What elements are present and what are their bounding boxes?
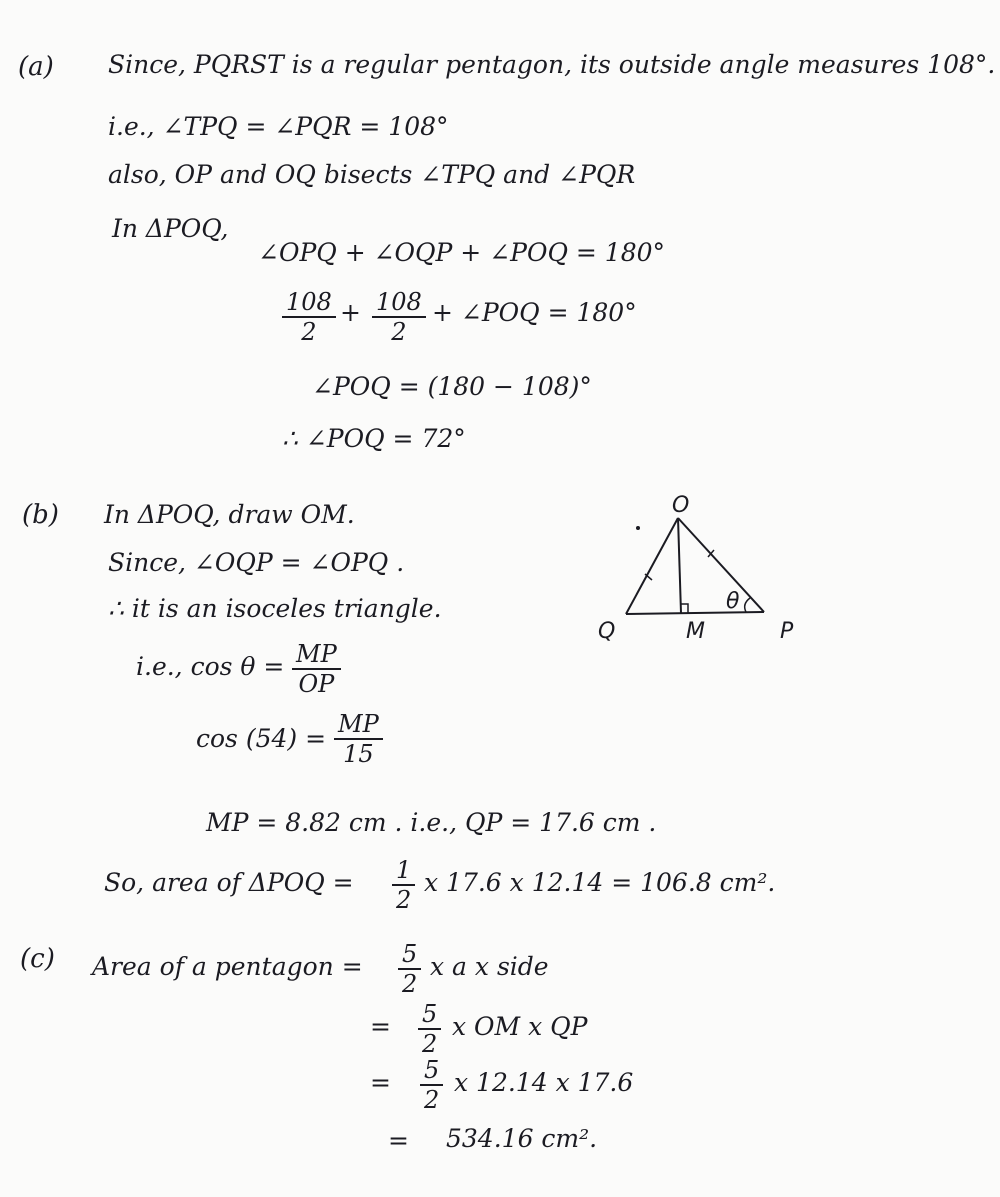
- fraction-mp-over-op: [292, 640, 341, 698]
- part-c-result: 534.16 cm².: [446, 1124, 598, 1153]
- fraction-denominator: OP: [298, 670, 335, 698]
- part-a-line-7: ∠POQ = (180 − 108)°: [312, 372, 592, 401]
- plus-sign: +: [340, 298, 361, 327]
- part-b-line-3: ∴ it is an isoceles triangle.: [108, 594, 442, 623]
- fraction-denominator: 2: [424, 1086, 440, 1114]
- equals-sign-1: =: [370, 1012, 391, 1041]
- part-a-line-3: also, OP and OQ bisects ∠TPQ and ∠PQR: [108, 160, 636, 189]
- fraction-numerator: 5: [398, 940, 421, 970]
- dot-mark: [636, 526, 640, 530]
- part-c-line-3-rest: x 12.14 x 17.6: [454, 1068, 634, 1097]
- fraction-denominator: 2: [396, 886, 412, 914]
- fraction-denominator: 2: [402, 970, 418, 998]
- part-b-area-rest: x 17.6 x 12.14 = 106.8 cm².: [424, 868, 776, 897]
- angle-theta-label: θ: [726, 589, 740, 614]
- part-c-line-2-rest: x OM x QP: [452, 1012, 588, 1041]
- part-c-area-prefix: Area of a pentagon =: [92, 952, 363, 981]
- part-b-area-prefix: So, area of ΔPOQ =: [104, 868, 354, 897]
- part-a-result: ∴ ∠POQ = 72°: [282, 424, 466, 453]
- triangle-diagram: [590, 490, 820, 650]
- vertex-q-label: Q: [598, 619, 616, 644]
- equals-sign-2: =: [370, 1068, 391, 1097]
- vertex-p-label: P: [780, 619, 794, 644]
- fraction-five-halves-1: [398, 940, 421, 998]
- fraction-108-over-2-a: [282, 288, 336, 346]
- fraction-numerator: 108: [282, 288, 336, 318]
- vertex-m-label: M: [686, 619, 705, 644]
- side-op: [678, 518, 764, 612]
- fraction-numerator: MP: [334, 710, 383, 740]
- part-a-line-4: In ΔPOQ,: [112, 214, 229, 243]
- fraction-numerator: 5: [418, 1000, 441, 1030]
- part-b-line-1: In ΔPOQ, draw OM.: [104, 500, 355, 529]
- vertex-o-label: O: [672, 493, 690, 518]
- fraction-numerator: 1: [392, 856, 415, 886]
- fraction-denominator: 2: [391, 318, 407, 346]
- part-b-line-2: Since, ∠OQP = ∠OPQ .: [108, 548, 405, 577]
- part-b-cos54-prefix: cos (54) =: [196, 724, 327, 753]
- part-a-label: (a): [18, 52, 54, 82]
- fraction-numerator: 5: [420, 1056, 443, 1086]
- part-b-cos-prefix: i.e., cos θ =: [136, 652, 285, 681]
- part-c-label: (c): [20, 944, 55, 974]
- fraction-denominator: 15: [343, 740, 374, 768]
- part-a-line-2: i.e., ∠TPQ = ∠PQR = 108°: [108, 112, 449, 141]
- part-a-angle-sum: ∠OPQ + ∠OQP + ∠POQ = 180°: [258, 238, 666, 267]
- fraction-five-halves-2: [418, 1000, 441, 1058]
- part-c-line-1-rest: x a x side: [430, 952, 549, 981]
- fraction-one-half: [392, 856, 415, 914]
- fraction-mp-over-15: [334, 710, 383, 768]
- altitude-om: [678, 518, 681, 613]
- side-qp: [626, 612, 764, 614]
- part-a-line-1: Since, PQRST is a regular pentagon, its outside angle measures 108°.: [108, 50, 996, 79]
- right-angle-mark: [681, 604, 688, 613]
- equals-sign-3: =: [388, 1126, 409, 1155]
- fraction-108-over-2-b: [372, 288, 426, 346]
- fraction-five-halves-3: [420, 1056, 443, 1114]
- side-oq: [626, 518, 678, 614]
- fraction-denominator: 2: [301, 318, 317, 346]
- fraction-numerator: MP: [292, 640, 341, 670]
- part-a-line-6-rest: + ∠POQ = 180°: [432, 298, 637, 327]
- part-b-line-6: MP = 8.82 cm . i.e., QP = 17.6 cm .: [206, 808, 657, 837]
- angle-arc: [745, 598, 750, 612]
- fraction-denominator: 2: [422, 1030, 438, 1058]
- part-b-label: (b): [22, 500, 59, 530]
- fraction-numerator: 108: [372, 288, 426, 318]
